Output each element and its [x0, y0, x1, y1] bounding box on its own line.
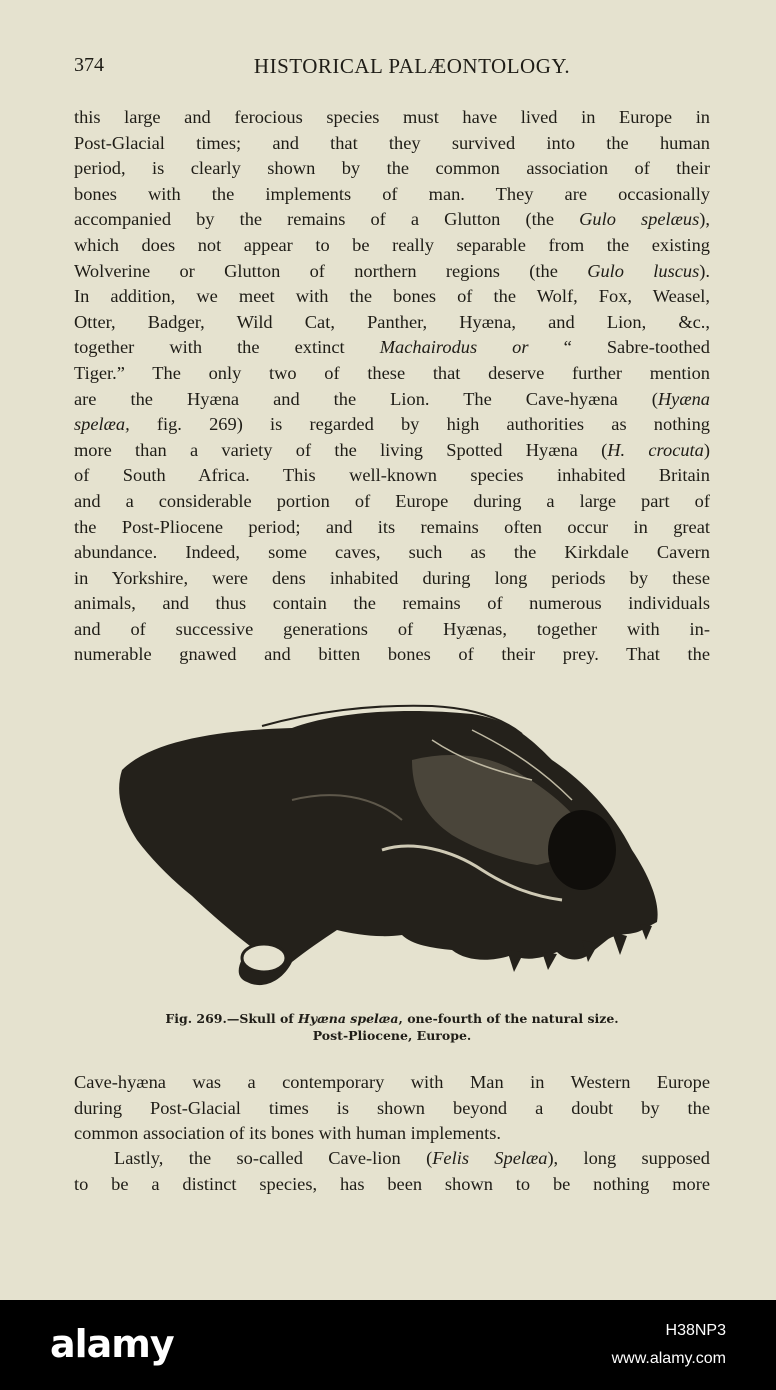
paragraph-3: [74, 1146, 710, 1197]
paragraph-2: [74, 1070, 710, 1147]
tooth: [640, 924, 652, 940]
figure-caption: [74, 1010, 710, 1044]
footer-url: www.alamy.com: [611, 1350, 726, 1367]
watermark-footer: [0, 1300, 776, 1390]
text-line: during Post-Glacial times is shown beyond a doubt by the: [74, 1097, 710, 1118]
text-line: and a considerable portion of Europe during a large part of: [74, 490, 710, 511]
text-line: are the Hyæna and the Lion. The Cave-hyæna (Hyæna: [74, 388, 710, 409]
text-line: Otter, Badger, Wild Cat, Panther, Hyæna, and Lion, &c.,: [74, 311, 710, 332]
text-line: numerable gnawed and bitten bones of their prey. That the: [74, 644, 710, 665]
alamy-logo: alamy: [50, 1322, 174, 1366]
text-line: accompanied by the remains of a Glutton (the Gulo spelæus),: [74, 209, 710, 230]
text-line: this large and ferocious species must have lived in Europe in: [74, 107, 710, 127]
text-line: common association of its bones with human implements.: [74, 1123, 502, 1144]
hyena-skull-drawing: [112, 700, 672, 995]
occipital-condyle: [242, 944, 286, 972]
text-line: which does not appear to be really separable from the existing: [74, 234, 710, 255]
skull-illustration: [112, 700, 672, 995]
text-line: animals, and thus contain the remains of numerous individuals: [74, 593, 710, 614]
text-line: period, is clearly shown by the common association of their: [74, 158, 710, 179]
text-line: Lastly, the so-called Cave-lion (Felis Spelæa), long supposed: [114, 1148, 710, 1168]
text-line: spelæa, fig. 269) is regarded by high authorities as nothing: [74, 414, 710, 435]
text-line: abundance. Indeed, some caves, such as the Kirkdale Cavern: [74, 542, 710, 563]
eye-orbit: [548, 810, 616, 890]
text-line: Wolverine or Glutton of northern regions (the Gulo luscus).: [74, 260, 710, 281]
page-header: [74, 54, 710, 84]
image-id: H38NP3: [665, 1322, 726, 1339]
text-line: bones with the implements of man. They are occasionally: [74, 183, 710, 204]
text-line: of South Africa. This well-known species inhabited Britain: [74, 465, 710, 486]
caption-line: Post-Pliocene, Europe.: [312, 1028, 472, 1043]
text-line: Cave-hyæna was a contemporary with Man in Western Europe: [74, 1072, 710, 1092]
tooth: [612, 932, 627, 955]
paragraph-1: [74, 105, 710, 668]
text-line: in Yorkshire, were dens inhabited during long periods by these: [74, 567, 710, 588]
text-line: the Post-Pliocene period; and its remains often occur in great: [74, 516, 710, 537]
text-line: to be a distinct species, has been shown to be nothing more: [74, 1173, 710, 1194]
page-number: 374: [74, 54, 104, 76]
tooth: [542, 952, 557, 970]
caption-line: Fig. 269.—Skull of Hyæna spelæa, one-fourth of the natural size.: [165, 1011, 619, 1026]
running-head: HISTORICAL PALÆONTOLOGY.: [253, 54, 571, 78]
text-line: and of successive generations of Hyænas, together with in-: [74, 618, 710, 639]
text-line: In addition, we meet with the bones of the Wolf, Fox, Weasel,: [74, 286, 710, 307]
text-line: Tiger.” The only two of these that deserve further mention: [74, 362, 710, 383]
text-line: more than a variety of the living Spotted Hyæna (H. crocuta): [74, 439, 710, 460]
text-line: Post-Glacial times; and that they survived into the human: [74, 132, 710, 153]
tooth: [507, 950, 524, 972]
text-line: together with the extinct Machairodus or “ Sabre-toothed: [74, 337, 710, 358]
